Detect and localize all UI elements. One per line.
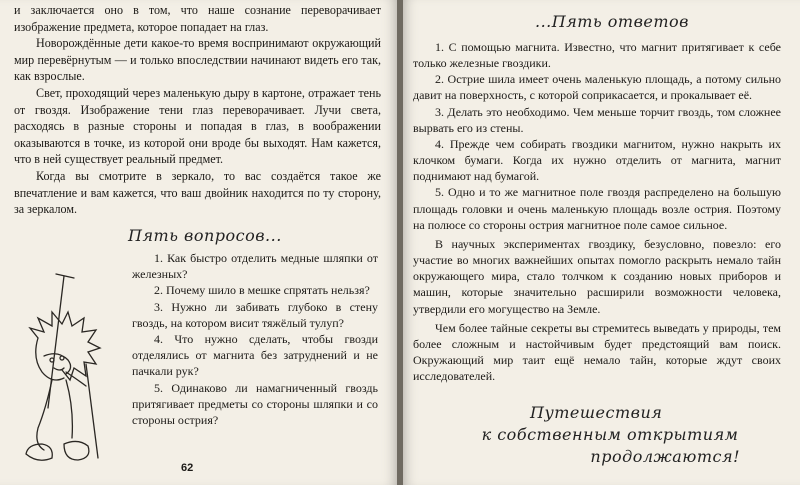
answers-heading: ...Пять ответов xyxy=(535,12,689,31)
questions-list xyxy=(132,250,378,428)
paragraph: В научных экспериментах гвоздику, безусловно, повезло: его участие во многих важнейших опытах помогло раскрыть немало тайн окружающего мира, стало толчком к созданию новых приборов и машин, которые значительно расширили возможности человека, утвердили его могущество на Земле. xyxy=(413,236,781,316)
closing-phrase xyxy=(470,402,750,468)
answer-item: 1. С помощью магнита. Известно, что магнит притягивает к себе только железные гвоздики. xyxy=(413,40,781,71)
paragraph: Когда вы смотрите в зеркало, то вас создаётся такое же впечатление и вам кажется, что ваш двойник находится по ту сторону, за зеркалом. xyxy=(14,168,381,217)
paragraph: и заключается оно в том, что наше сознание переворачивает изображение предмета, которое попадает на глаз. xyxy=(14,3,381,34)
page-number: 62 xyxy=(181,462,194,474)
left-page xyxy=(0,0,397,485)
answer-item: 3. Делать это необходимо. Чем меньше торчит гвоздь, том сложнее вырвать его из стены. xyxy=(413,104,781,135)
closing-line: к собственным открытиям xyxy=(481,425,739,444)
answer-item: 5. Одно и то же магнитное поле гвоздя распределено на большую площадь головки и очень маленькую площадь возле острия. Поэтому на полюсе со стороны острия магнитное поле самое сильное. xyxy=(413,185,781,232)
paragraph: Чем более тайные секреты вы стремитесь выведать у природы, тем более сложным и настойчивым будет предстоящий вам поиск. Окружающий мир таит ещё немало тайн, которые ждут своих исследователей. xyxy=(413,320,781,384)
hedgehog-icon xyxy=(8,268,128,473)
answers-list xyxy=(413,39,781,384)
answer-item: 4. Прежде чем собирать гвоздики магнитом, нужно накрыть их клочком бумаги. Когда их нужно отделить от магнита, магнит поднимают над бумагой. xyxy=(413,136,781,184)
left-body-text xyxy=(14,2,381,218)
questions-heading: Пять вопросов... xyxy=(128,226,282,245)
answer-item: 2. Острие шила имеет очень маленькую площадь, а потому сильно давит на поверхность, с которой соприкасается, и прокалывает её. xyxy=(413,72,781,103)
closing-line: Путешествия xyxy=(530,403,663,422)
question-item: 5. Одинаково ли намагниченный гвоздь притягивает предметы со стороны шляпки и со стороны острия? xyxy=(132,380,378,428)
paragraph: Новорождённые дети какое-то время воспринимают окружающий мир перевёрнутым — и только впоследствии начинают видеть его так, как взрослые. xyxy=(14,36,381,84)
closing-line: продолжаются! xyxy=(590,447,740,466)
paragraph: Свет, проходящий через маленькую дыру в картоне, отражает тень от гвоздя. Изображение тени глаз переворачивает. Лучи света, расходясь в разные стороны и попадая в глаз, в воображении оказываются в точке, из которой они вроде бы выходят. Нам кажется, что в ней существует реальный предмет. xyxy=(14,85,381,167)
question-item: 1. Как быстро отделить медные шляпки от железных? xyxy=(132,251,378,282)
question-item: 2. Почему шило в мешке спрятать нельзя? xyxy=(154,283,370,298)
question-item: 3. Нужно ли забивать глубоко в стену гвоздь, на котором висит тяжёлый тулуп? xyxy=(132,299,378,330)
question-item: 4. Что нужно сделать, чтобы гвозди отделялись от магнита без затруднений и не пачкали рук? xyxy=(132,332,378,379)
